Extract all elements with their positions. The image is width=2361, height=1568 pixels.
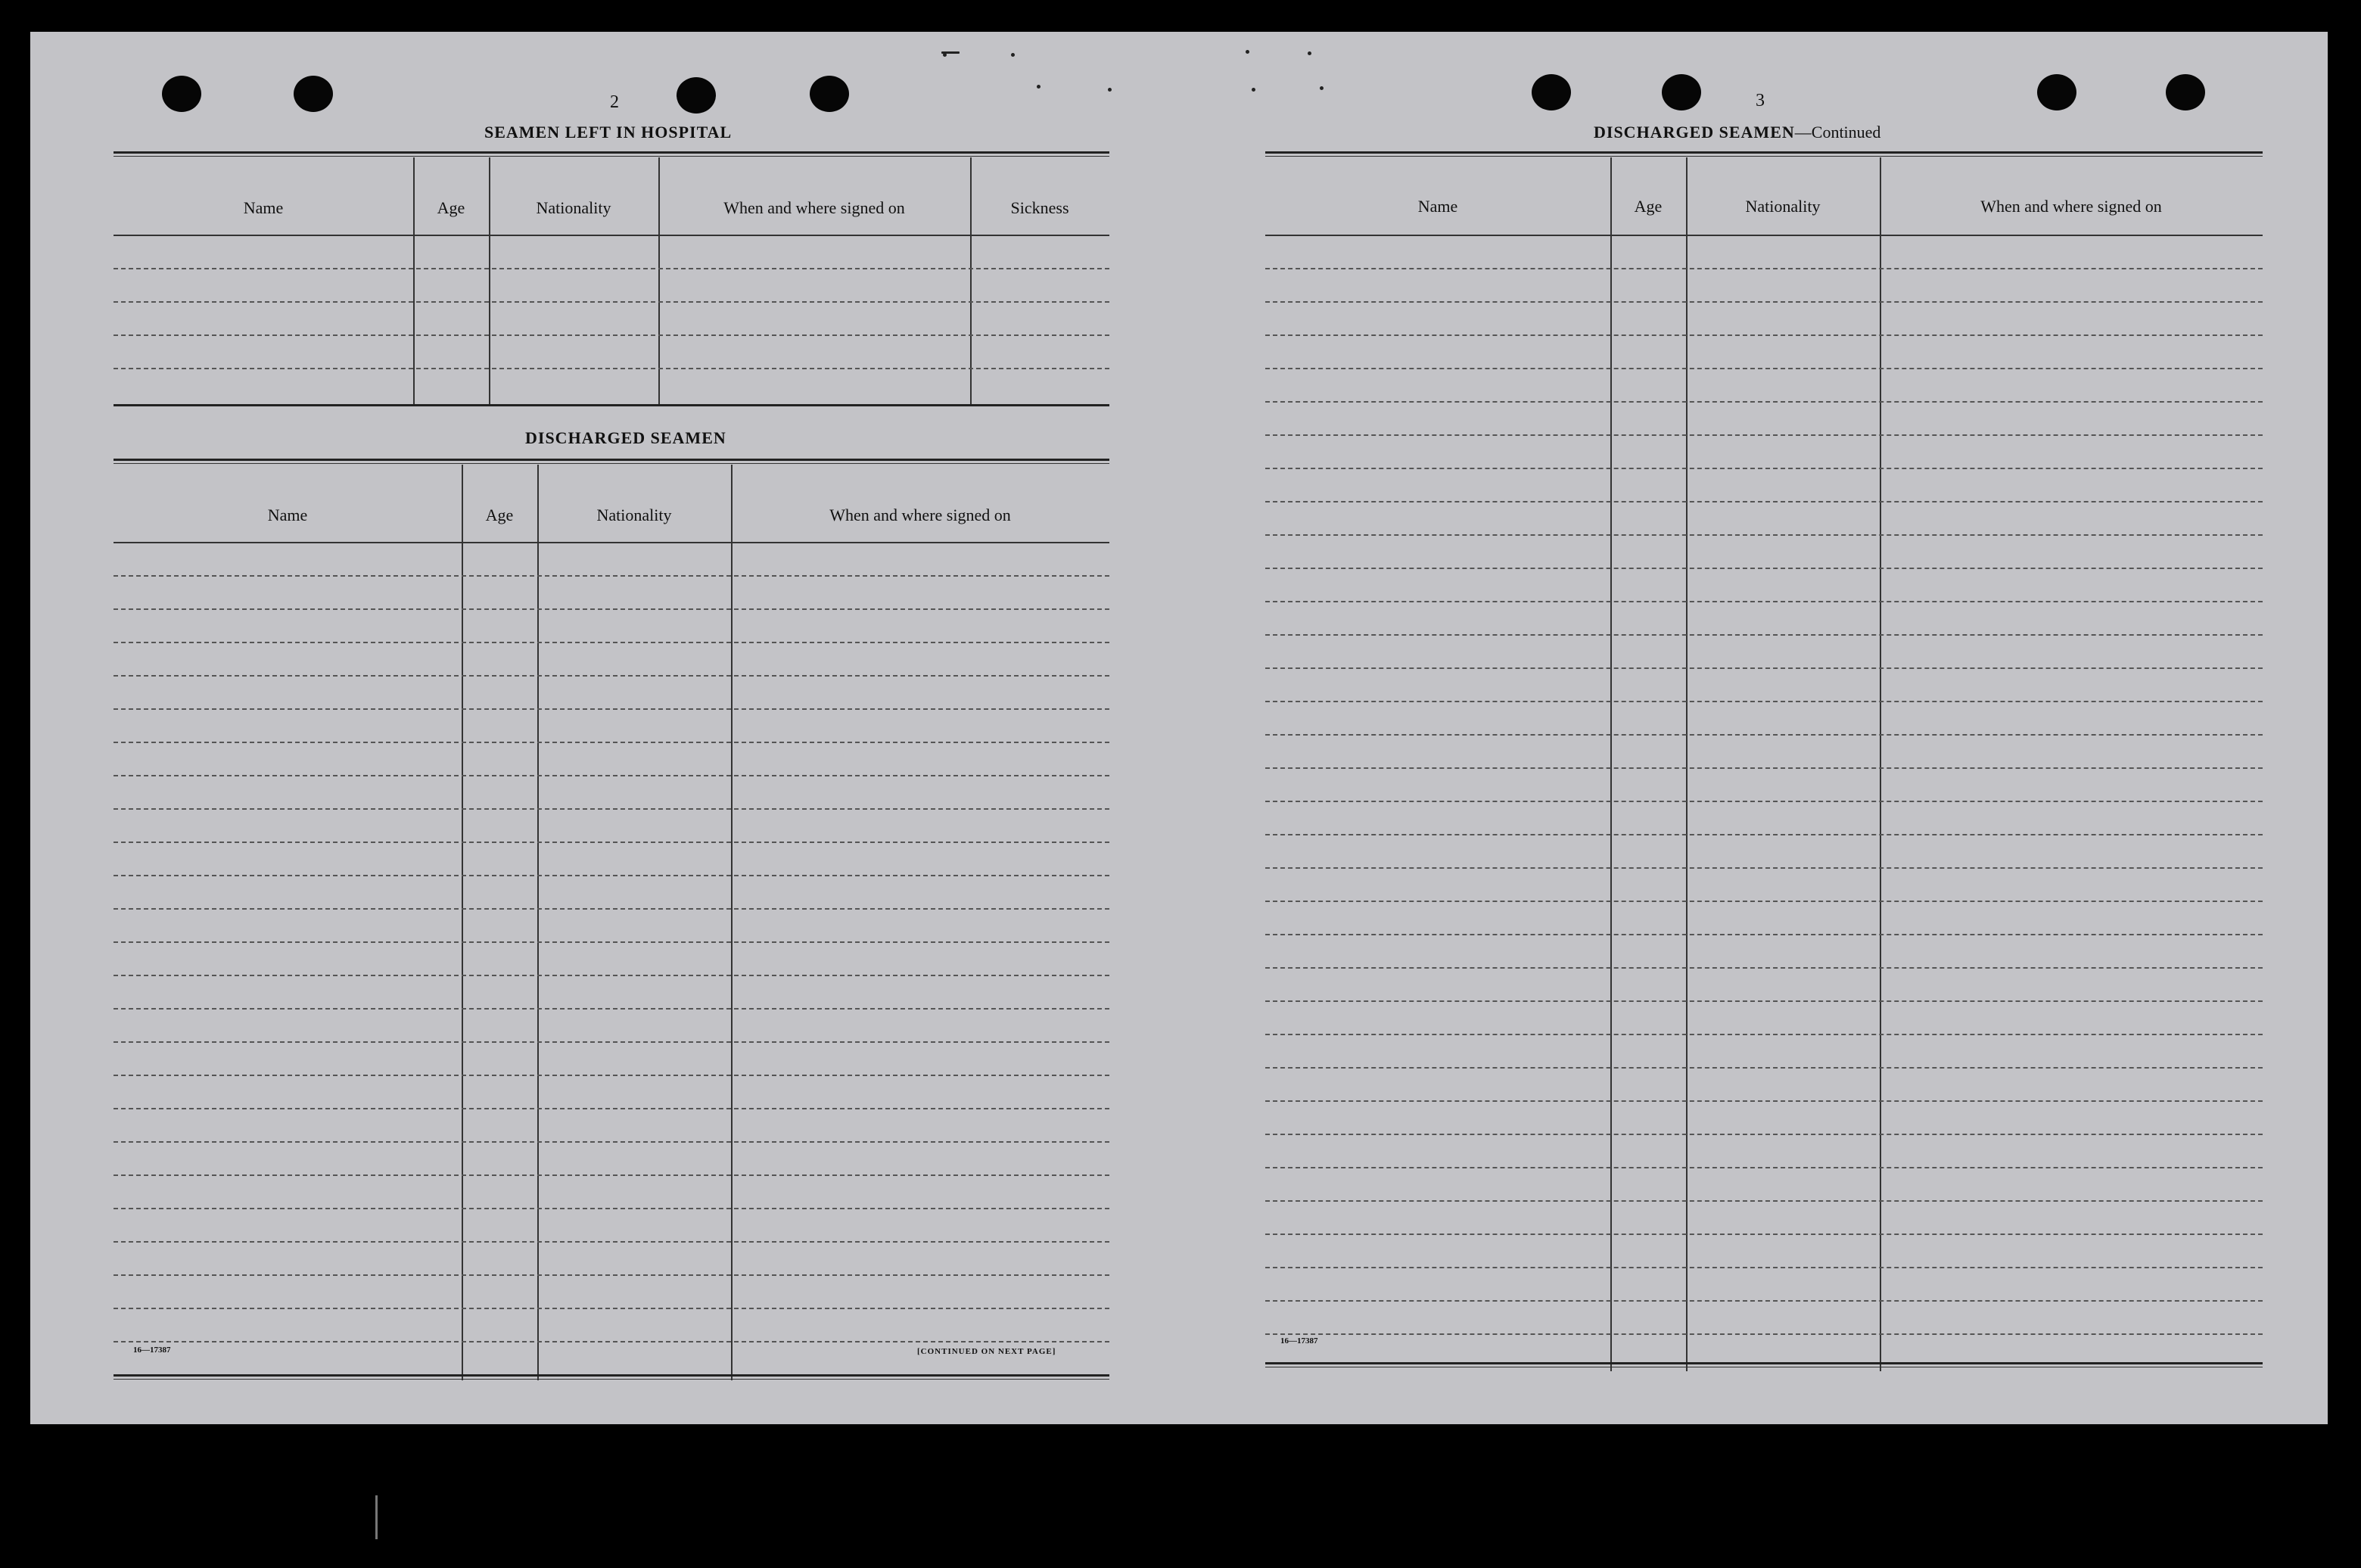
hospital-table — [114, 151, 1109, 409]
column-header: Nationality — [536, 198, 611, 217]
column-header: Age — [437, 198, 465, 217]
paper-speck — [1108, 88, 1112, 92]
punch-hole — [1532, 74, 1571, 110]
page-number-right: 3 — [1756, 91, 1765, 110]
discharged-continued-suffix: —Continued — [1794, 123, 1881, 142]
column-header: Name — [1417, 197, 1458, 216]
hospital-section-title: SEAMEN LEFT IN HOSPITAL — [484, 123, 733, 142]
column-header: When and where signed on — [723, 198, 905, 217]
column-header: Name — [243, 198, 284, 217]
discharged-table-right — [1265, 151, 2263, 1373]
column-header: Sickness — [1010, 198, 1069, 217]
paper-speck — [1320, 86, 1324, 90]
column-header: Age — [485, 506, 514, 524]
column-header: Name — [267, 506, 308, 524]
form-number-right: 16—17387 — [1280, 1336, 1318, 1346]
discharged-table-left — [114, 459, 1109, 1385]
paper-speck — [1037, 85, 1041, 89]
paper-speck — [1246, 50, 1249, 54]
scan-artifact — [375, 1495, 378, 1539]
discharged-continued-title — [1594, 123, 1880, 142]
punch-hole — [294, 76, 333, 112]
ledger-spread — [30, 32, 2328, 1424]
punch-hole — [677, 77, 716, 114]
punch-hole — [2166, 74, 2205, 110]
column-header: When and where signed on — [1980, 197, 2162, 216]
continued-note: [CONTINUED ON NEXT PAGE] — [917, 1347, 1056, 1356]
paper-speck — [1308, 51, 1311, 55]
form-number-left: 16—17387 — [133, 1346, 171, 1355]
discharged-continued-title-main: DISCHARGED SEAMEN — [1594, 123, 1795, 142]
punch-hole — [162, 76, 201, 112]
paper-speck — [1252, 88, 1255, 92]
page-number-left: 2 — [610, 92, 619, 112]
punch-hole — [1662, 74, 1701, 110]
column-header: Age — [1634, 197, 1663, 216]
paper-speck — [943, 53, 947, 57]
punch-hole — [2037, 74, 2076, 110]
column-header: Nationality — [1745, 197, 1821, 216]
column-header: When and where signed on — [829, 506, 1011, 524]
punch-hole — [810, 76, 849, 112]
discharged-section-title: DISCHARGED SEAMEN — [525, 428, 726, 447]
column-header: Nationality — [596, 506, 672, 524]
paper-speck — [1011, 53, 1015, 57]
